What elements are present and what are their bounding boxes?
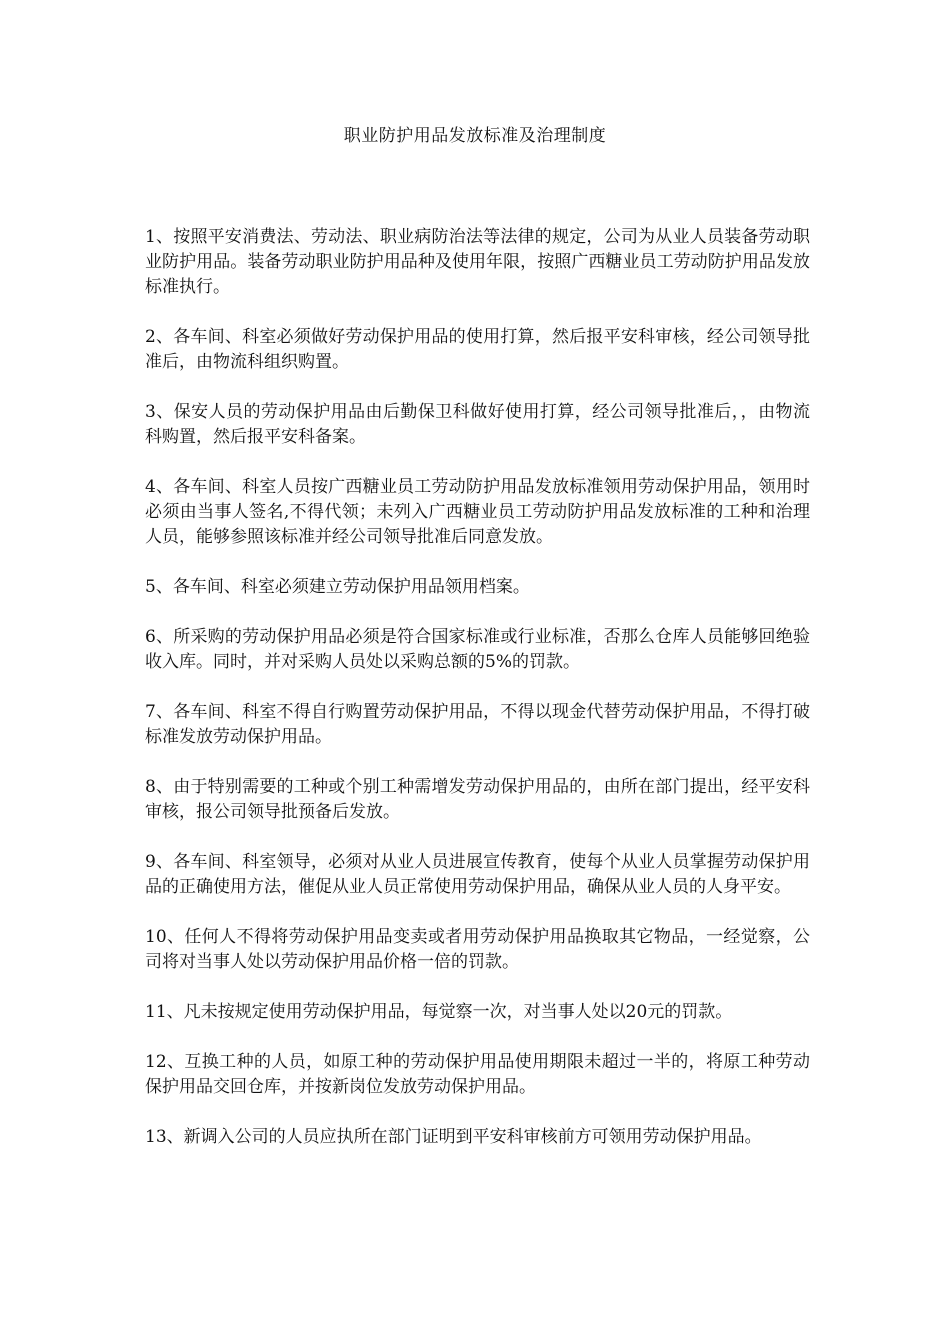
document-body xyxy=(145,225,810,1175)
paragraph-13: 13、新调入公司的人员应执所在部门证明到平安科审核前方可领用劳动保护用品。 xyxy=(145,1127,762,1147)
paragraph-10: 10、任何人不得将劳动保护用品变卖或者用劳动保护用品换取其它物品，一经觉察，公司将对当事人处以劳动保护用品价格一倍的罚款。 xyxy=(145,927,810,972)
paragraph-7: 7、各车间、科室不得自行购置劳动保护用品，不得以现金代替劳动保护用品，不得打破标准发放劳动保护用品。 xyxy=(145,702,810,747)
paragraph-1: 1、按照平安消费法、劳动法、职业病防治法等法律的规定，公司为从业人员装备劳动职业防护用品。装备劳动职业防护用品种及使用年限，按照广西糖业员工劳动防护用品发放标准执行。 xyxy=(145,227,810,297)
paragraph-9: 9、各车间、科室领导，必须对从业人员进展宣传教育，使每个从业人员掌握劳动保护用品的正确使用方法，催促从业人员正常使用劳动保护用品，确保从业人员的人身平安。 xyxy=(145,852,810,897)
paragraph-6: 6、所采购的劳动保护用品必须是符合国家标准或行业标准，否那么仓库人员能够回绝验收入库。同时，并对采购人员处以采购总额的5%的罚款。 xyxy=(145,627,810,672)
paragraph-3: 3、保安人员的劳动保护用品由后勤保卫科做好使用打算，经公司领导批准后，，由物流科购置，然后报平安科备案。 xyxy=(145,402,810,447)
paragraph-4: 4、各车间、科室人员按广西糖业员工劳动防护用品发放标准领用劳动保护用品，领用时必须由当事人签名,不得代领；未列入广西糖业员工劳动防护用品发放标准的工种和治理人员，能够参照该标准并经公司领导批准后同意发放。 xyxy=(145,477,810,547)
paragraph-12: 12、互换工种的人员，如原工种的劳动保护用品使用期限未超过一半的，将原工种劳动保护用品交回仓库，并按新岗位发放劳动保护用品。 xyxy=(145,1052,810,1097)
document-title: 职业防护用品发放标准及治理制度 xyxy=(343,126,607,146)
paragraph-11: 11、凡未按规定使用劳动保护用品，每觉察一次，对当事人处以20元的罚款。 xyxy=(145,1002,733,1022)
paragraph-2: 2、各车间、科室必须做好劳动保护用品的使用打算，然后报平安科审核，经公司领导批准后，由物流科组织购置。 xyxy=(145,327,810,372)
paragraph-8: 8、由于特别需要的工种或个别工种需增发劳动保护用品的，由所在部门提出，经平安科审核，报公司领导批预备后发放。 xyxy=(145,777,810,822)
paragraph-5: 5、各车间、科室必须建立劳动保护用品领用档案。 xyxy=(145,577,530,597)
